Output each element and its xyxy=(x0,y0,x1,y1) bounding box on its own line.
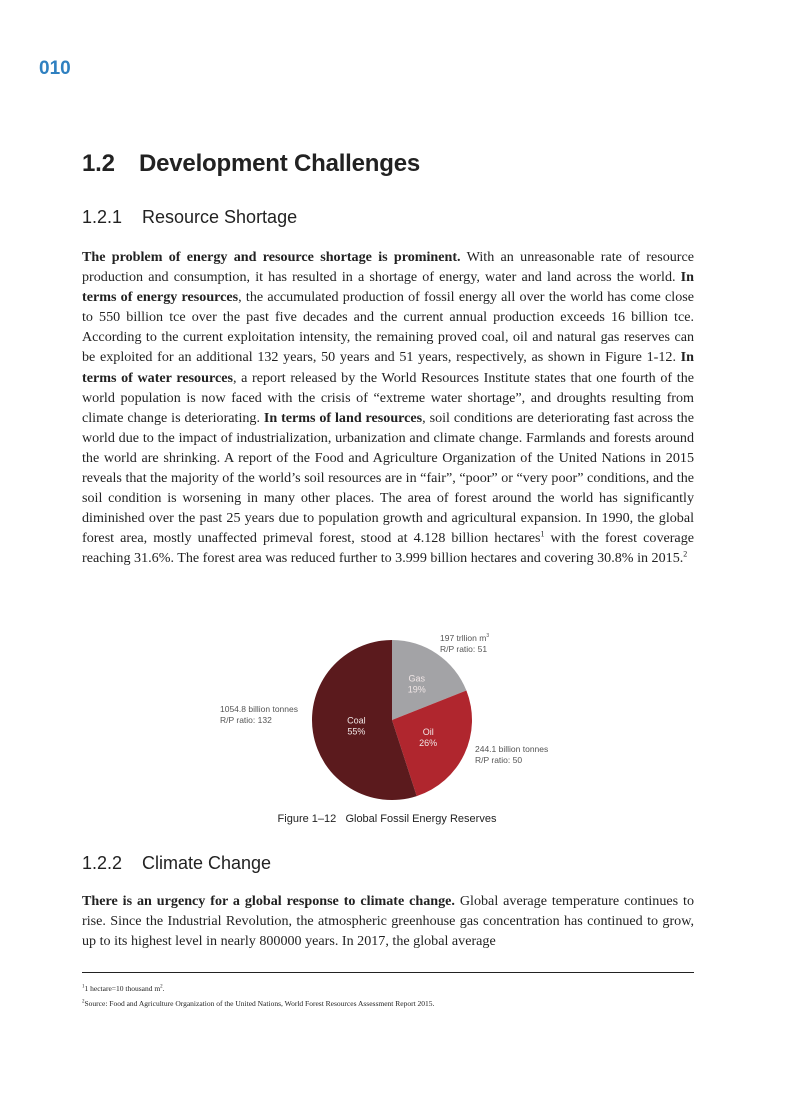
annotation-coal xyxy=(220,704,298,726)
footnote-2 xyxy=(82,999,434,1008)
footnote-mark: 2 xyxy=(82,999,85,1005)
footnote-divider xyxy=(82,972,694,973)
superscript: 2 xyxy=(160,984,163,990)
section-heading xyxy=(82,150,420,178)
bold-water: In terms of water resources xyxy=(82,349,694,386)
annotation-coal-ratio: R/P ratio: 132 xyxy=(220,715,272,725)
annotation-oil-ratio: R/P ratio: 50 xyxy=(475,755,523,765)
text-run: , soil conditions are deteriorating fast across the world due to the impact of industrialization, urbanization and climate change. Farmlands and forests around the world are shrinking. A report of the Food and Agriculture Organization of the United Nations in 2015 reveals that the majority of the world’s soil resources are in “fair”, “poor” or “very poor” conditions, and the soil condition is worsening in many other places. The area of forest around the world has significantly diminished over the past 25 years due to population growth and agricultural expansion. In 1990, the global forest area, mostly unaffected primeval forest, stood at 4.128 billion hectares xyxy=(82,409,694,547)
bold-lead: The problem of energy and resource shortage is prominent. xyxy=(82,249,461,265)
figure-label: Figure 1–12 xyxy=(277,813,337,825)
slice-value-oil: 26% xyxy=(419,738,438,749)
subsection-number: 1.2.1 xyxy=(82,207,123,227)
page-number: 010 xyxy=(39,58,71,79)
annotation-gas-ratio: R/P ratio: 51 xyxy=(440,644,488,654)
paragraph-climate-change xyxy=(82,891,694,951)
text-run: Global average temperature continues to rise. Since the Industrial Revolution, the atmospheric greenhouse gas concentration has continued to grow, up to its highest level in nearly 800000 years. In 2017, the global average xyxy=(82,893,694,950)
slice-label-coal: Coal xyxy=(347,715,366,726)
text-run: , the accumulated production of fossil energy all over the world has come close to 550 billion tce over the past five decades and the current annual production exceeds 16 billion tce. According to the current exploitation intensity, the remaining proved coal, oil and natural gas reserves can be exploited for an additional 132 years, 50 years and 51 years, respectively, as shown in Figure 1-12. xyxy=(82,289,694,366)
footnote-ref-2[interactable]: 2 xyxy=(683,549,688,559)
footnote-text: Source: Food and Agriculture Organization of the United Nations, World Forest Resources Assessment Report 2015. xyxy=(84,999,435,1008)
text-run: , a report released by the World Resources Institute states that one fourth of the world population is now faced with the crisis of “extreme water shortage”, and droughts resulting from climate change is deteriorating. xyxy=(82,369,694,426)
footnote-1 xyxy=(82,984,165,993)
slice-value-gas: 19% xyxy=(407,684,426,695)
section-number: 1.2 xyxy=(82,150,115,177)
footnote-tail: . xyxy=(162,984,165,993)
text-run: with the forest coverage reaching 31.6%. The forest area was reduced further to 3.999 billion hectares and covering 30.8% in 2015. xyxy=(82,530,694,567)
subsection-heading-resource-shortage xyxy=(82,207,297,228)
subsection-number: 1.2.2 xyxy=(82,853,123,873)
footnote-text: 1 hectare=10 thousand m xyxy=(84,984,161,993)
annotation-oil xyxy=(475,744,548,766)
annotation-oil-amount: 244.1 billion tonnes xyxy=(475,744,549,754)
figure-title: Global Fossil Energy Reserves xyxy=(345,813,497,825)
subsection-title: Resource Shortage xyxy=(142,207,298,227)
annotation-gas-amount: 197 trllion m xyxy=(440,633,487,643)
subsection-title: Climate Change xyxy=(142,853,272,873)
footnote-ref-1[interactable]: 1 xyxy=(540,529,545,539)
footnote-mark: 1 xyxy=(82,984,85,990)
pie-chart-figure xyxy=(0,620,794,820)
pie-chart xyxy=(0,620,794,820)
section-title: Development Challenges xyxy=(139,150,421,177)
annotation-coal-amount: 1054.8 billion tonnes xyxy=(220,704,298,714)
superscript: 3 xyxy=(486,633,490,640)
bold-lead: There is an urgency for a global response to climate change. xyxy=(82,893,455,909)
bold-land: In terms of land resources xyxy=(263,409,423,426)
slice-label-gas: Gas xyxy=(408,673,425,684)
annotation-gas xyxy=(440,633,489,655)
text-run: With an unreasonable rate of resource production and consumption, it has resulted in a shortage of energy, water and land across the world. xyxy=(82,249,694,286)
slice-value-coal: 55% xyxy=(347,726,366,737)
bold-energy: In terms of energy resources xyxy=(82,269,694,306)
subsection-heading-climate-change xyxy=(82,853,271,874)
slice-label-oil: Oil xyxy=(422,727,434,738)
figure-caption xyxy=(0,813,774,825)
paragraph-resource-shortage xyxy=(82,247,694,569)
